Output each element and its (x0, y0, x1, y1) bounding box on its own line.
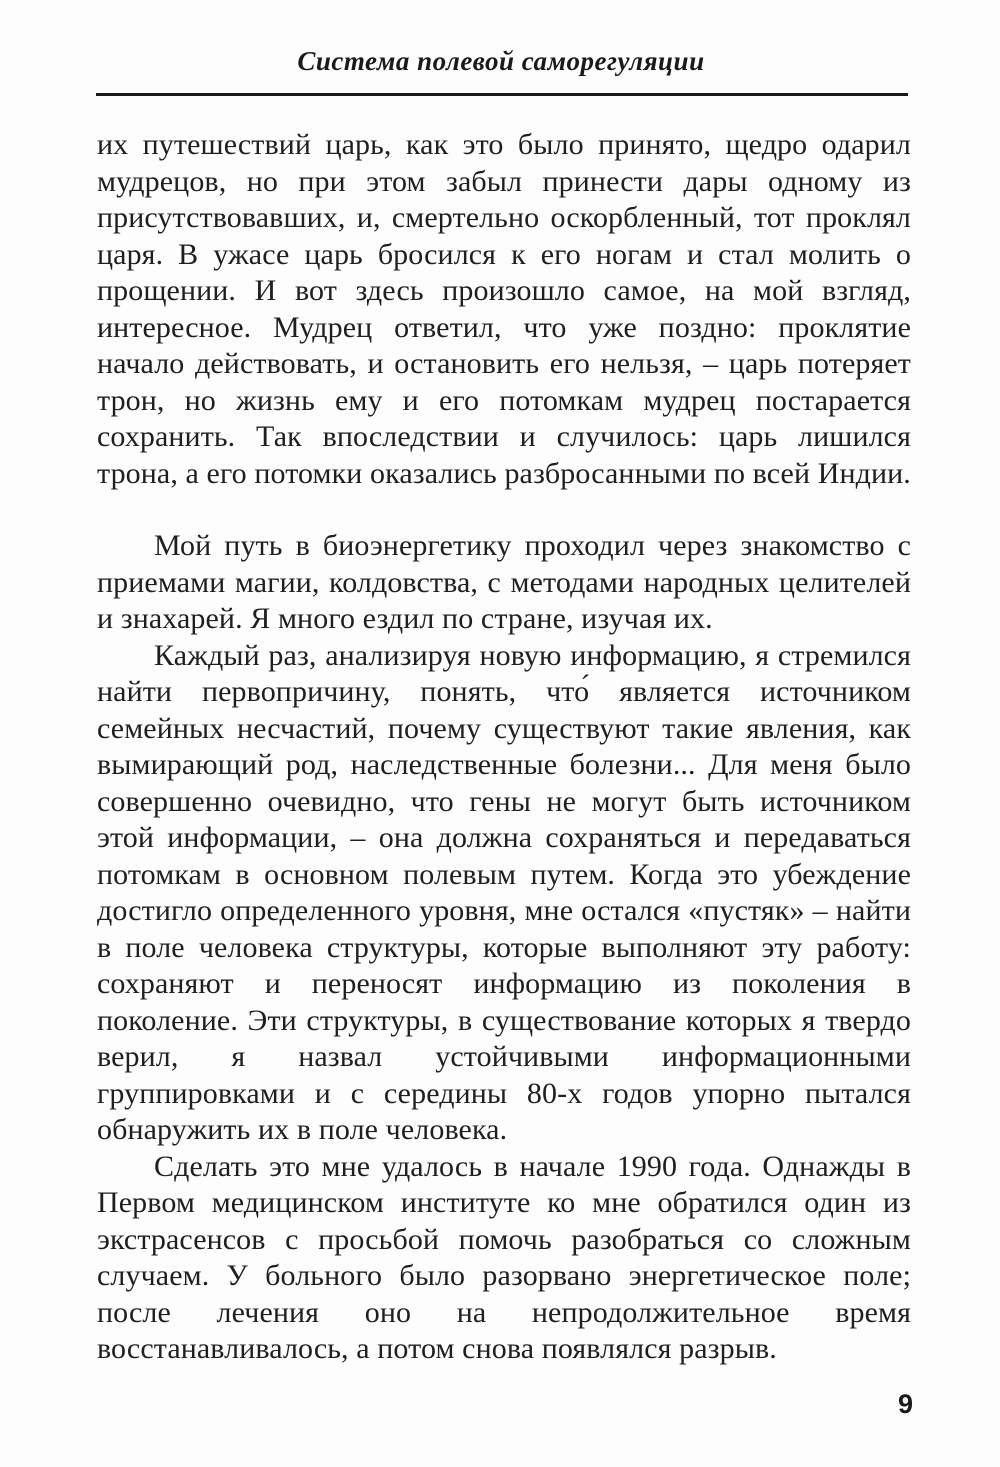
paragraph: Мой путь в биоэнергетику проходил через знакомство с приемами магии, колдовства, с методами народных целителей и знахарей. Я много ездил по стране, изучая их. (97, 529, 911, 635)
page-number: 9 (897, 1389, 913, 1419)
running-header: Система полевой саморегуляции (297, 46, 705, 76)
paragraph-continued: их путешествий царь, как это было принято, щедро одарил мудрецов, но при этом забыл принести дары одному из присутствовавших, и, смертельно оскорбленный, тот проклял царя. В ужасе царь бросился к его ногам и стал молить о прощении. И вот здесь произошло самое, на мой взгляд, интересное. Мудрец ответил, что уже поздно: проклятие начало действовать, и остановить его нельзя, – царь потеряет трон, но жизнь ему и его потомкам мудрец постарается сохранить. Так впоследствии и случилось: царь лишился трона, а его потомки оказались разбросанными по всей Индии. (97, 128, 911, 490)
paragraph: Каждый раз, анализируя новую информацию, я стремился найти первопричину, понять, что́ является источником семейных несчастий, почему существуют такие явления, как вымирающий род, наследственные болезни... Для меня было совершенно очевидно, что гены не могут быть источником этой информации, – она должна сохраняться и передаваться потомкам в основном полевым путем. Когда это убеждение достигло определенного уровня, мне остался «пустяк» – найти в поле человека структуры, которые выполняют эту работу: сохраняют и переносят информацию из поколения в поколение. Эти структуры, в существование которых я твердо верил, я назвал устойчивыми информационными группировками и с середины 80-х годов упорно пытался обнаружить их в поле человека. (97, 638, 911, 1146)
text-block-continuation (97, 127, 911, 492)
paragraph: Сделать это мне удалось в начале 1990 года. Однажды в Первом медицинском институте ко мне обратился один из экстрасенсов с просьбой помочь разобраться со сложным случаем. У больного было разорвано энергетическое поле; после лечения оно на непродолжительное время восстанавливалось, а потом снова появлялся разрыв. (97, 1149, 911, 1365)
header-rule (96, 93, 908, 96)
text-block-main (97, 528, 911, 1368)
